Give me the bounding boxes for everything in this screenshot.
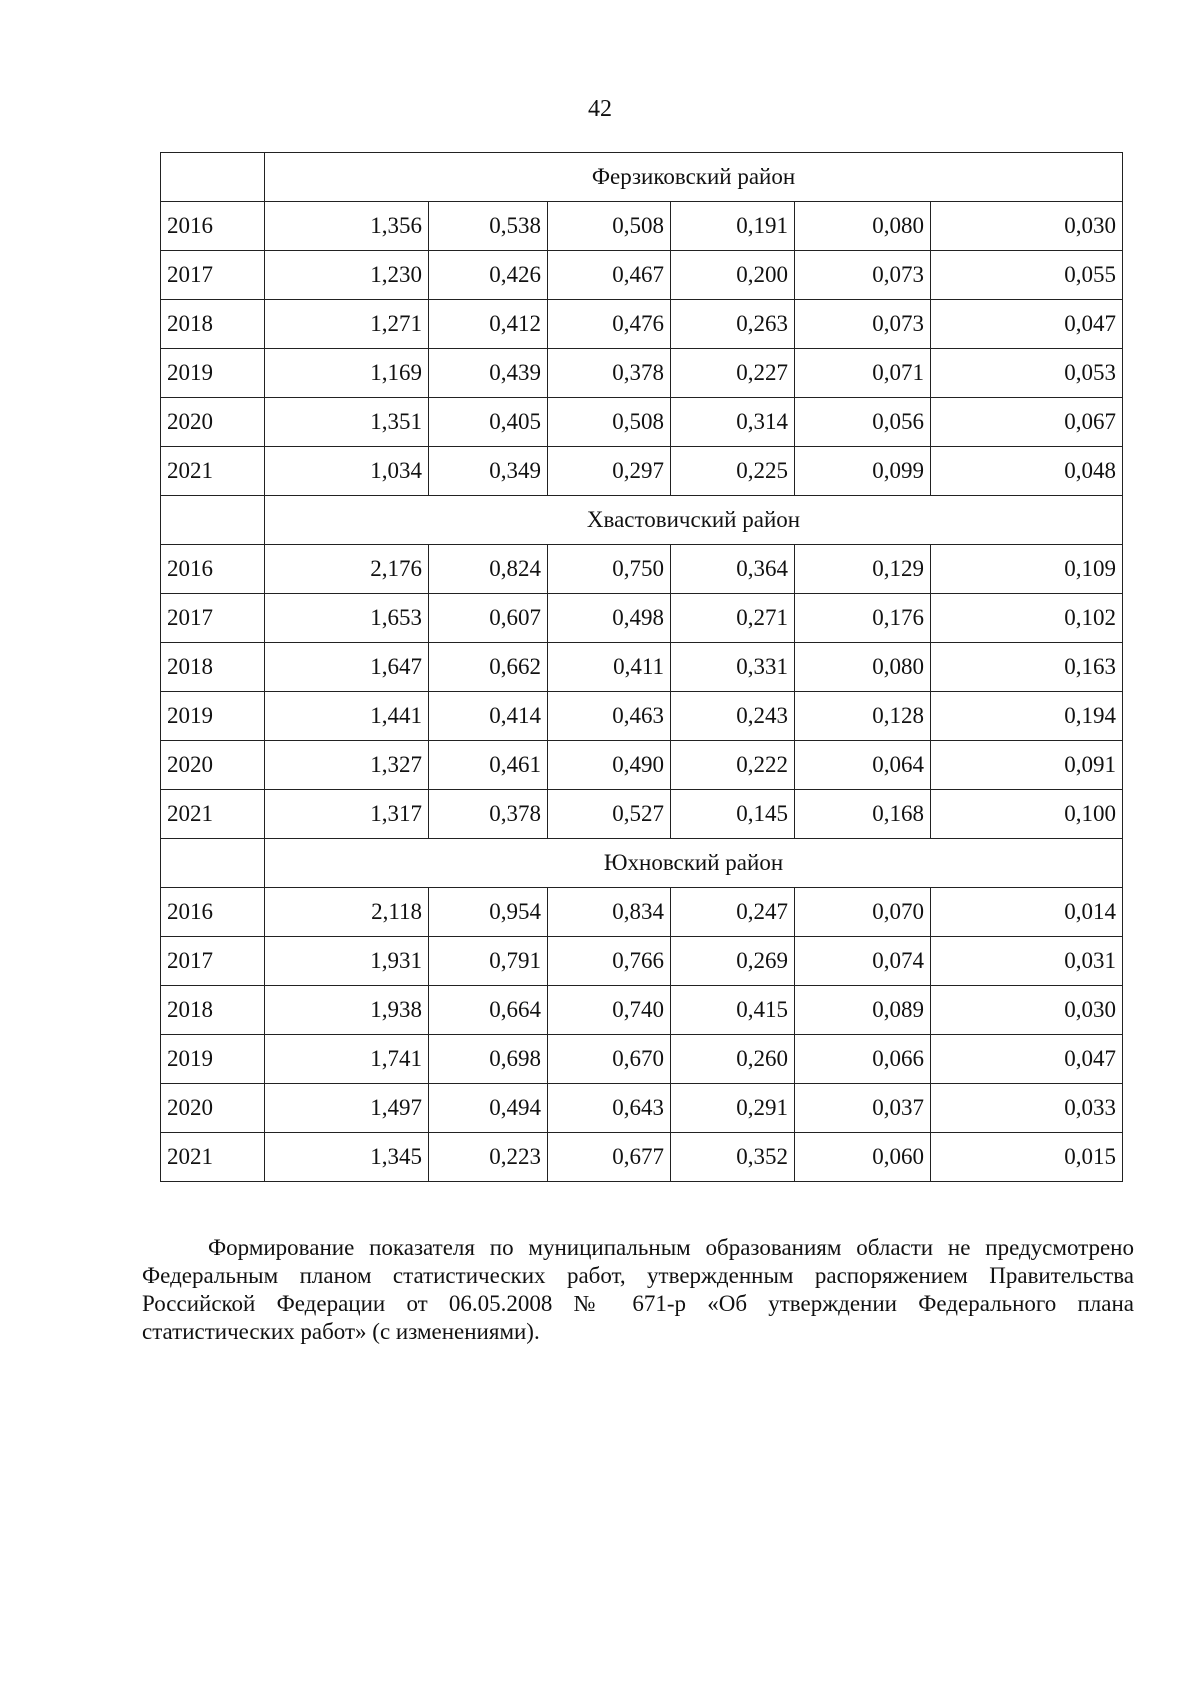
year-cell: 2021 — [161, 790, 265, 839]
year-cell: 2020 — [161, 398, 265, 447]
value-cell: 0,200 — [671, 251, 795, 300]
section-title: Ферзиковский район — [265, 153, 1123, 202]
table-row — [161, 986, 1123, 1035]
value-cell: 1,345 — [265, 1133, 429, 1182]
value-cell: 0,102 — [931, 594, 1123, 643]
value-cell: 0,223 — [429, 1133, 548, 1182]
value-cell: 0,461 — [429, 741, 548, 790]
value-cell: 0,750 — [548, 545, 671, 594]
value-cell: 1,441 — [265, 692, 429, 741]
value-cell: 0,145 — [671, 790, 795, 839]
value-cell: 0,494 — [429, 1084, 548, 1133]
value-cell: 0,129 — [795, 545, 931, 594]
value-cell: 0,066 — [795, 1035, 931, 1084]
table-row — [161, 202, 1123, 251]
value-cell: 0,352 — [671, 1133, 795, 1182]
value-cell: 0,498 — [548, 594, 671, 643]
value-cell: 0,109 — [931, 545, 1123, 594]
value-cell: 0,476 — [548, 300, 671, 349]
value-cell: 1,351 — [265, 398, 429, 447]
value-cell: 0,766 — [548, 937, 671, 986]
value-cell: 0,080 — [795, 643, 931, 692]
value-cell: 0,225 — [671, 447, 795, 496]
table-row — [161, 398, 1123, 447]
value-cell: 0,128 — [795, 692, 931, 741]
value-cell: 0,508 — [548, 202, 671, 251]
value-cell: 0,463 — [548, 692, 671, 741]
section-header-row — [161, 839, 1123, 888]
value-cell: 0,291 — [671, 1084, 795, 1133]
table-body — [161, 153, 1123, 1182]
value-cell: 0,411 — [548, 643, 671, 692]
value-cell: 0,030 — [931, 986, 1123, 1035]
value-cell: 1,741 — [265, 1035, 429, 1084]
value-cell: 0,378 — [429, 790, 548, 839]
value-cell: 0,168 — [795, 790, 931, 839]
value-cell: 0,163 — [931, 643, 1123, 692]
section-header-blank-cell — [161, 153, 265, 202]
value-cell: 0,791 — [429, 937, 548, 986]
value-cell: 1,230 — [265, 251, 429, 300]
page-number: 42 — [588, 96, 612, 122]
value-cell: 0,067 — [931, 398, 1123, 447]
value-cell: 1,327 — [265, 741, 429, 790]
value-cell: 0,349 — [429, 447, 548, 496]
value-cell: 0,508 — [548, 398, 671, 447]
value-cell: 0,405 — [429, 398, 548, 447]
value-cell: 0,414 — [429, 692, 548, 741]
year-cell: 2016 — [161, 202, 265, 251]
table-row — [161, 1133, 1123, 1182]
year-cell: 2021 — [161, 1133, 265, 1182]
year-cell: 2019 — [161, 349, 265, 398]
value-cell: 0,191 — [671, 202, 795, 251]
value-cell: 0,053 — [931, 349, 1123, 398]
year-cell: 2018 — [161, 643, 265, 692]
value-cell: 0,243 — [671, 692, 795, 741]
table-row — [161, 741, 1123, 790]
table-row — [161, 643, 1123, 692]
value-cell: 0,364 — [671, 545, 795, 594]
value-cell: 0,439 — [429, 349, 548, 398]
value-cell: 0,074 — [795, 937, 931, 986]
value-cell: 0,415 — [671, 986, 795, 1035]
value-cell: 0,490 — [548, 741, 671, 790]
value-cell: 0,740 — [548, 986, 671, 1035]
value-cell: 0,060 — [795, 1133, 931, 1182]
value-cell: 0,664 — [429, 986, 548, 1035]
value-cell: 0,331 — [671, 643, 795, 692]
value-cell: 0,643 — [548, 1084, 671, 1133]
value-cell: 0,677 — [548, 1133, 671, 1182]
table-row — [161, 349, 1123, 398]
table-row — [161, 692, 1123, 741]
value-cell: 1,931 — [265, 937, 429, 986]
value-cell: 0,100 — [931, 790, 1123, 839]
value-cell: 0,227 — [671, 349, 795, 398]
section-title: Хвастовичский район — [265, 496, 1123, 545]
value-cell: 0,260 — [671, 1035, 795, 1084]
value-cell: 0,194 — [931, 692, 1123, 741]
value-cell: 0,670 — [548, 1035, 671, 1084]
value-cell: 0,378 — [548, 349, 671, 398]
section-header-blank-cell — [161, 496, 265, 545]
year-cell: 2017 — [161, 937, 265, 986]
value-cell: 1,317 — [265, 790, 429, 839]
value-cell: 0,033 — [931, 1084, 1123, 1133]
value-cell: 0,297 — [548, 447, 671, 496]
value-cell: 0,698 — [429, 1035, 548, 1084]
footnote — [142, 1234, 1134, 1346]
value-cell: 0,271 — [671, 594, 795, 643]
value-cell: 0,048 — [931, 447, 1123, 496]
year-cell: 2016 — [161, 888, 265, 937]
table-row — [161, 937, 1123, 986]
value-cell: 0,607 — [429, 594, 548, 643]
footnote-text: Формирование показателя по муниципальным образованиям области не предусмотрено Федеральным планом статистических работ, утвержденным распоряжением Правительства Российской Федерации от 06.05.2008 № 671-р «Об утверждении Федерального плана статистических работ» (с изменениями). — [142, 1235, 1134, 1344]
year-cell: 2017 — [161, 594, 265, 643]
value-cell: 1,034 — [265, 447, 429, 496]
table-row — [161, 300, 1123, 349]
value-cell: 0,080 — [795, 202, 931, 251]
value-cell: 0,834 — [548, 888, 671, 937]
value-cell: 0,263 — [671, 300, 795, 349]
value-cell: 0,426 — [429, 251, 548, 300]
value-cell: 0,314 — [671, 398, 795, 447]
year-cell: 2020 — [161, 741, 265, 790]
table-row — [161, 790, 1123, 839]
value-cell: 1,653 — [265, 594, 429, 643]
section-header-blank-cell — [161, 839, 265, 888]
value-cell: 1,497 — [265, 1084, 429, 1133]
section-title: Юхновский район — [265, 839, 1123, 888]
value-cell: 0,015 — [931, 1133, 1123, 1182]
table-row — [161, 251, 1123, 300]
value-cell: 0,091 — [931, 741, 1123, 790]
table-row — [161, 1035, 1123, 1084]
value-cell: 1,356 — [265, 202, 429, 251]
value-cell: 2,176 — [265, 545, 429, 594]
value-cell: 0,954 — [429, 888, 548, 937]
value-cell: 0,030 — [931, 202, 1123, 251]
value-cell: 2,118 — [265, 888, 429, 937]
year-cell: 2017 — [161, 251, 265, 300]
value-cell: 0,071 — [795, 349, 931, 398]
value-cell: 0,073 — [795, 300, 931, 349]
year-cell: 2016 — [161, 545, 265, 594]
value-cell: 0,056 — [795, 398, 931, 447]
section-header-row — [161, 496, 1123, 545]
section-header-row — [161, 153, 1123, 202]
table-row — [161, 888, 1123, 937]
year-cell: 2020 — [161, 1084, 265, 1133]
value-cell: 0,064 — [795, 741, 931, 790]
value-cell: 1,169 — [265, 349, 429, 398]
value-cell: 0,527 — [548, 790, 671, 839]
value-cell: 0,037 — [795, 1084, 931, 1133]
value-cell: 0,467 — [548, 251, 671, 300]
value-cell: 0,662 — [429, 643, 548, 692]
value-cell: 0,014 — [931, 888, 1123, 937]
value-cell: 0,055 — [931, 251, 1123, 300]
table-row — [161, 545, 1123, 594]
year-cell: 2019 — [161, 1035, 265, 1084]
value-cell: 0,031 — [931, 937, 1123, 986]
value-cell: 0,269 — [671, 937, 795, 986]
value-cell: 0,047 — [931, 1035, 1123, 1084]
year-cell: 2021 — [161, 447, 265, 496]
year-cell: 2018 — [161, 986, 265, 1035]
value-cell: 1,647 — [265, 643, 429, 692]
value-cell: 0,222 — [671, 741, 795, 790]
value-cell: 0,247 — [671, 888, 795, 937]
year-cell: 2018 — [161, 300, 265, 349]
statistics-table — [160, 152, 1123, 1182]
value-cell: 0,412 — [429, 300, 548, 349]
value-cell: 0,047 — [931, 300, 1123, 349]
value-cell: 0,073 — [795, 251, 931, 300]
value-cell: 0,176 — [795, 594, 931, 643]
value-cell: 0,089 — [795, 986, 931, 1035]
value-cell: 0,070 — [795, 888, 931, 937]
value-cell: 1,938 — [265, 986, 429, 1035]
value-cell: 0,824 — [429, 545, 548, 594]
table-row — [161, 594, 1123, 643]
table-row — [161, 1084, 1123, 1133]
value-cell: 0,538 — [429, 202, 548, 251]
value-cell: 1,271 — [265, 300, 429, 349]
year-cell: 2019 — [161, 692, 265, 741]
value-cell: 0,099 — [795, 447, 931, 496]
table-row — [161, 447, 1123, 496]
